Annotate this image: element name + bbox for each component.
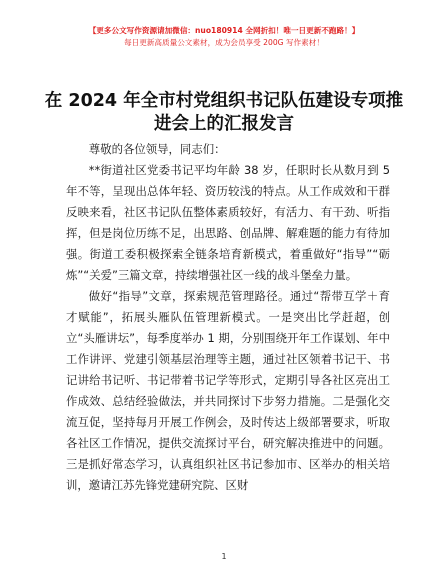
paragraph-1: **街道社区党委书记平均年龄 38 岁，任职时长从数月到 5 年不等，呈现出总体年轻、资历较浅的特点。从工作成效和干群反映来看，社区书记队伍整体素质较好，有活力、有干劲、听指挥，但是岗位历练不足，出思路、创品牌、解难题的能力有待加强。街道工委积极探索全链条培育新模式，着重做好“指导”“砺炼”“关爱”三篇文章，持续增强社区一线的战斗堡垒力量。 <box>66 163 390 282</box>
greeting: 尊敬的各位领导，同志们： <box>88 142 226 156</box>
document-title: 在 2024 年全市村党组织书记队伍建设专项推进会上的汇报发言 <box>44 91 404 134</box>
promo-banner-line-2: 每日更新高质量公文素材，成为会员享受 200G 写作素材！ <box>124 38 324 47</box>
promo-banner-line-1: 【更多公文写作资源请加微信：nuo180914 全网折扣！唯一日更新不跑路！】 <box>88 26 360 35</box>
document-body <box>66 139 390 496</box>
promo-banner <box>0 25 448 49</box>
page-number: 1 <box>221 552 227 561</box>
paragraph-2: 做好“指导”文章，探索规范管理路径。通过“帮带互学＋育才赋能”，拓展头雁队伍管理新模式。一是突出比学赶超，创立“头雁讲坛”，每季度举办 1 期，分别围绕开年工作谋划、年中工作讲评、党建引领基层治理等主题，通过社区领着书记干、书记讲给书记听、书记带着书记学等形式，定期引导各社区亮出工作成效、总结经验做法，并共同探讨下步努力措施。二是强化交流互促，坚持每月开展工作例会，及时传达上级部署要求，听取各社区工作情况，提供交流探讨平台，研究解决推进中的问题。三是抓好常态学习，认真组织社区书记参加市、区举办的相关培训，邀请江苏先锋党建研究院、区财 <box>66 289 390 492</box>
